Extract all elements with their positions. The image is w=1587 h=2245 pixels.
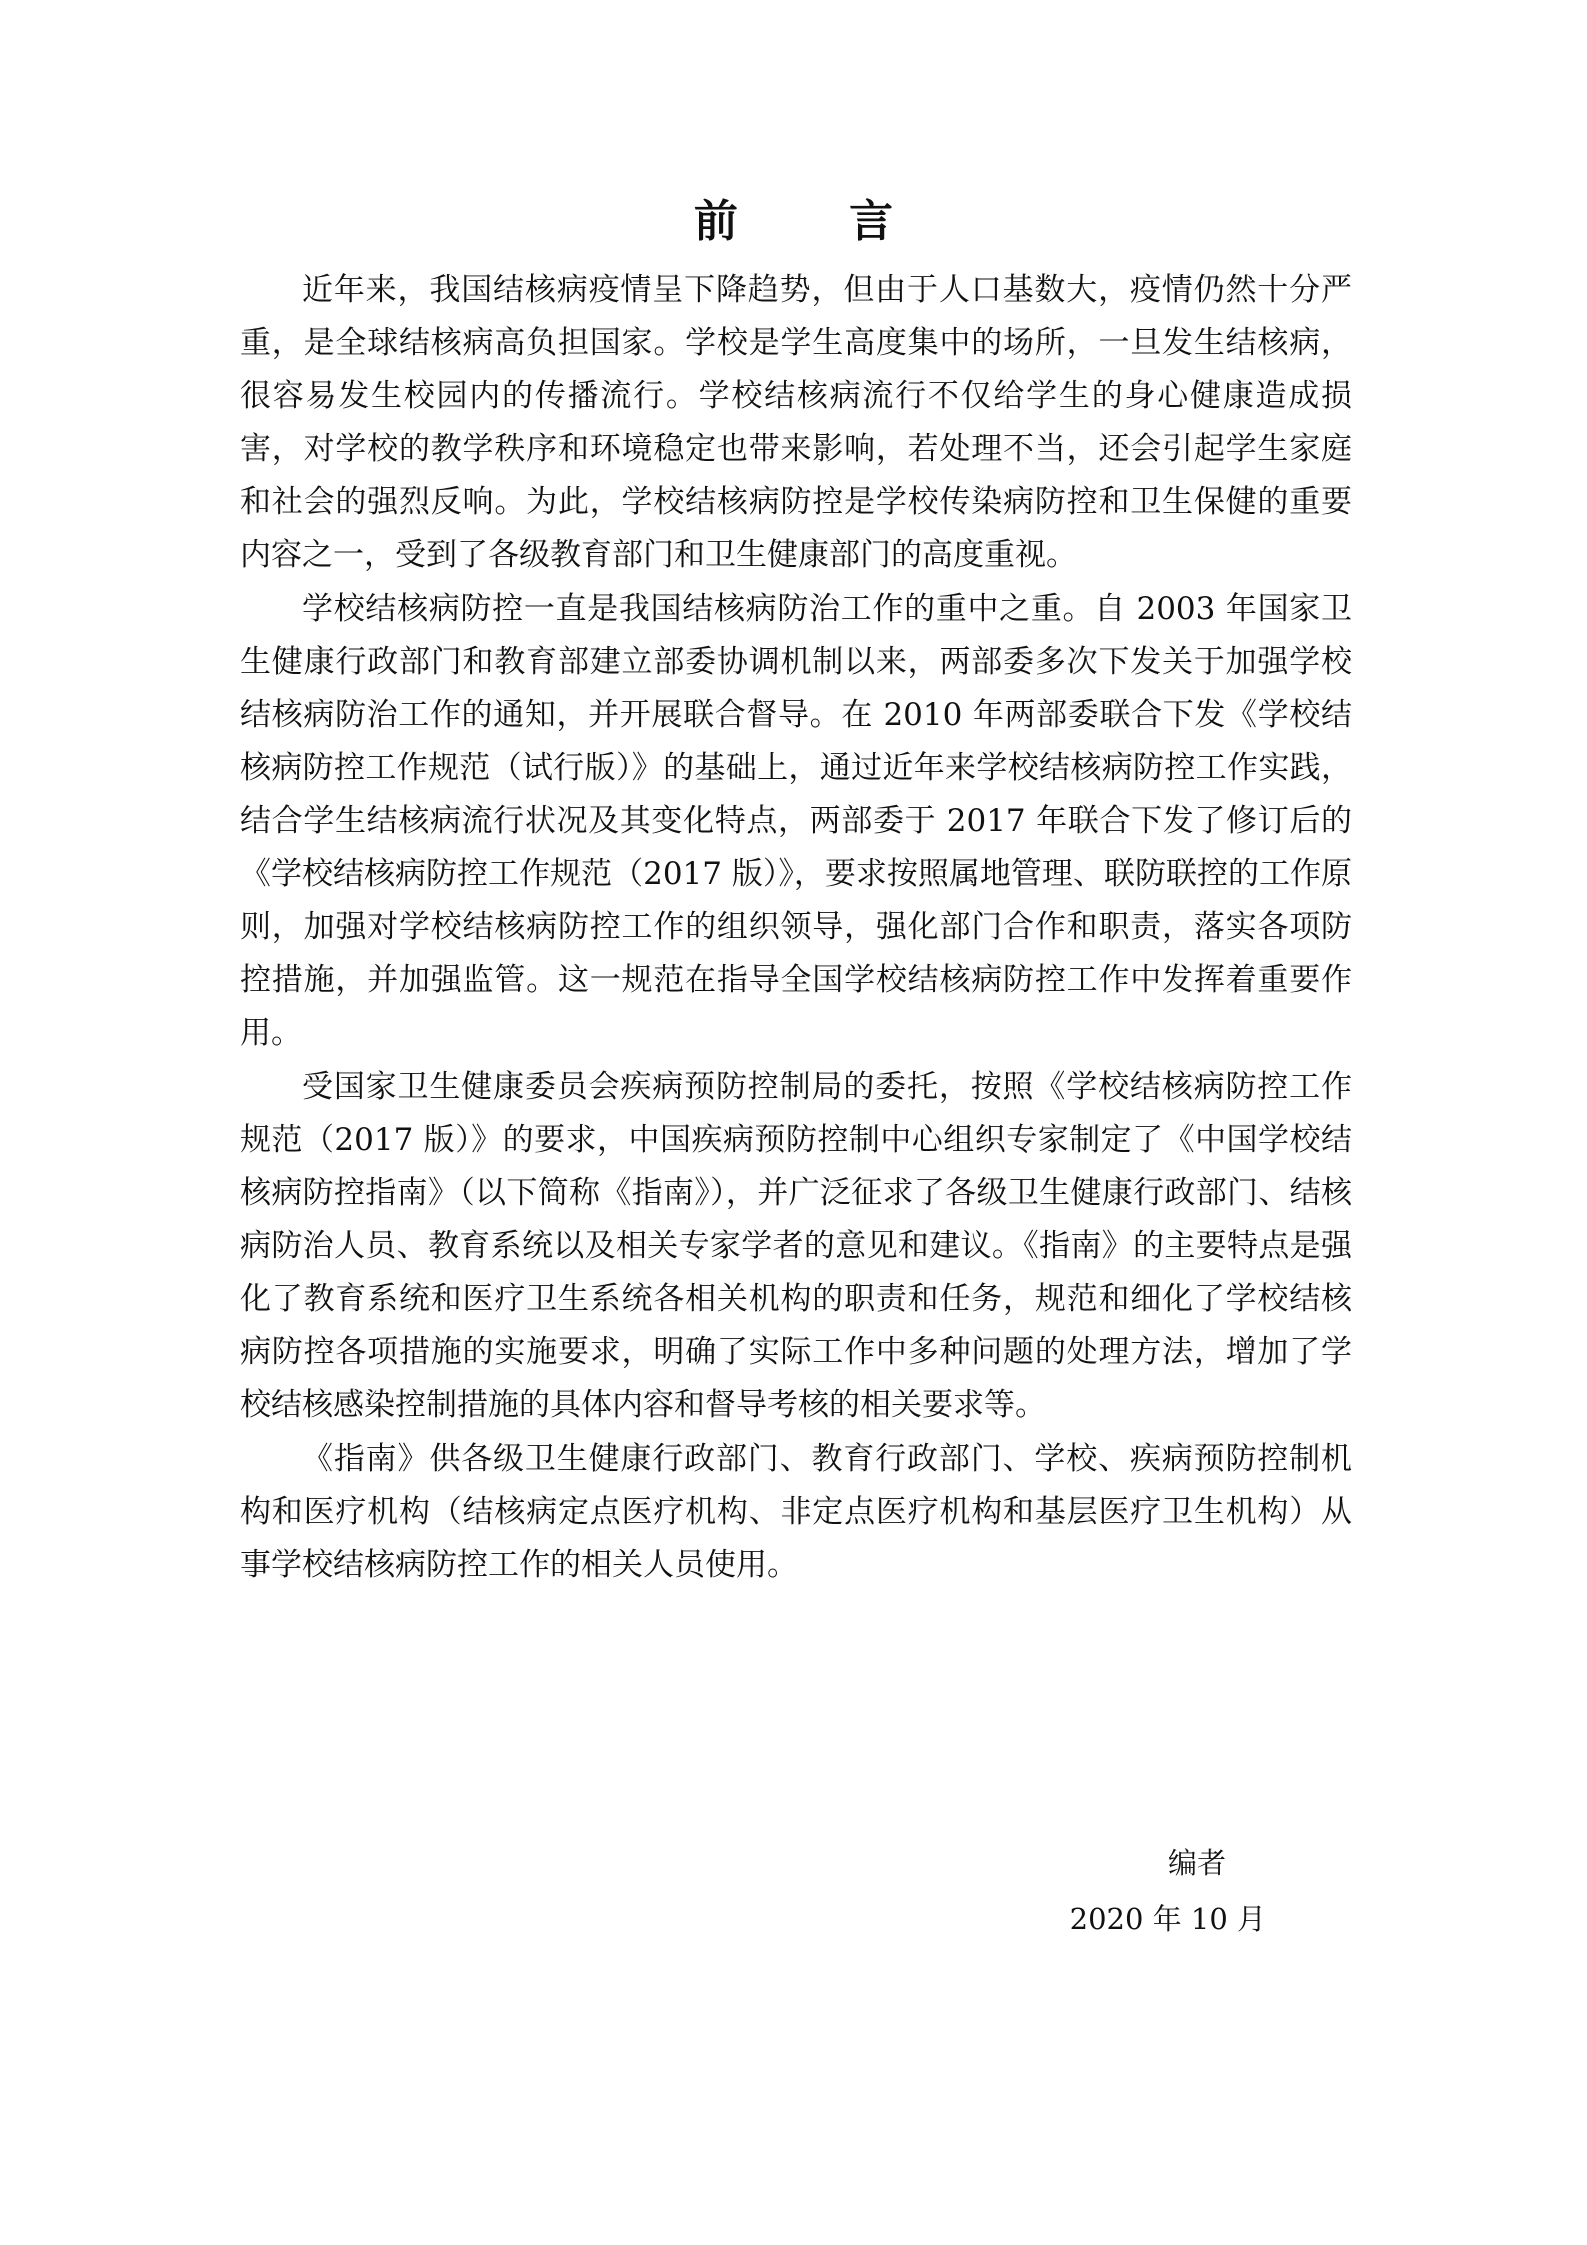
signature-date: 2020 年 10 月 — [1069, 1902, 1266, 1936]
paragraph-1: 近年来，我国结核病疫情呈下降趋势，但由于人口基数大，疫情仍然十分严重，是全球结核病高负担国家。学校是学生高度集中的场所，一旦发生结核病，很容易发生校园内的传播流行。学校结核病流行不仅给学生的身心健康造成损害，对学校的教学秩序和环境稳定也带来影响，若处理不当，还会引起学生家庭和社会的强烈反响。为此，学校结核病防控是学校传染病防控和卫生保健的重要内容之一，受到了各级教育部门和卫生健康部门的高度重视。 — [240, 272, 1352, 573]
signature-block — [1000, 1835, 1320, 1947]
paragraph-4: 《指南》供各级卫生健康行政部门、教育行政部门、学校、疾病预防控制机构和医疗机构（结核病定点医疗机构、非定点医疗机构和基层医疗卫生机构）从事学校结核病防控工作的相关人员使用。 — [240, 1441, 1352, 1583]
paragraph-3: 受国家卫生健康委员会疾病预防控制局的委托，按照《学校结核病防控工作规范（2017 版）》的要求，中国疾病预防控制中心组织专家制定了《中国学校结核病防控指南》（以下简称《指南》），并广泛征求了各级卫生健康行政部门、结核病防治人员、教育系统以及相关专家学者的意见和建议。《指南》的主要特点是强化了教育系统和医疗卫生系统各相关机构的职责和任务，规范和细化了学校结核病防控各项措施的实施要求，明确了实际工作中多种问题的处理方法，增加了学校结核感染控制措施的具体内容和督导考核的相关要求等。 — [240, 1069, 1352, 1423]
preface-body — [240, 264, 1352, 1592]
paragraph-2: 学校结核病防控一直是我国结核病防治工作的重中之重。自 2003 年国家卫生健康行政部门和教育部建立部委协调机制以来，两部委多次下发关于加强学校结核病防治工作的通知，并开展联合督导。在 2010 年两部委联合下发《学校结核病防控工作规范（试行版）》的基础上，通过近年来学校结核病防控工作实践，结合学生结核病流行状况及其变化特点，两部委于 2017 年联合下发了修订后的《学校结核病防控工作规范（2017 版）》，要求按照属地管理、联防联控的工作原则，加强对学校结核病防控工作的组织领导，强化部门合作和职责，落实各项防控措施，并加强监管。这一规范在指导全国学校结核病防控工作中发挥着重要作用。 — [240, 591, 1352, 1051]
page-title: 前 言 — [693, 196, 942, 247]
signature-author: 编者 — [1167, 1846, 1226, 1880]
